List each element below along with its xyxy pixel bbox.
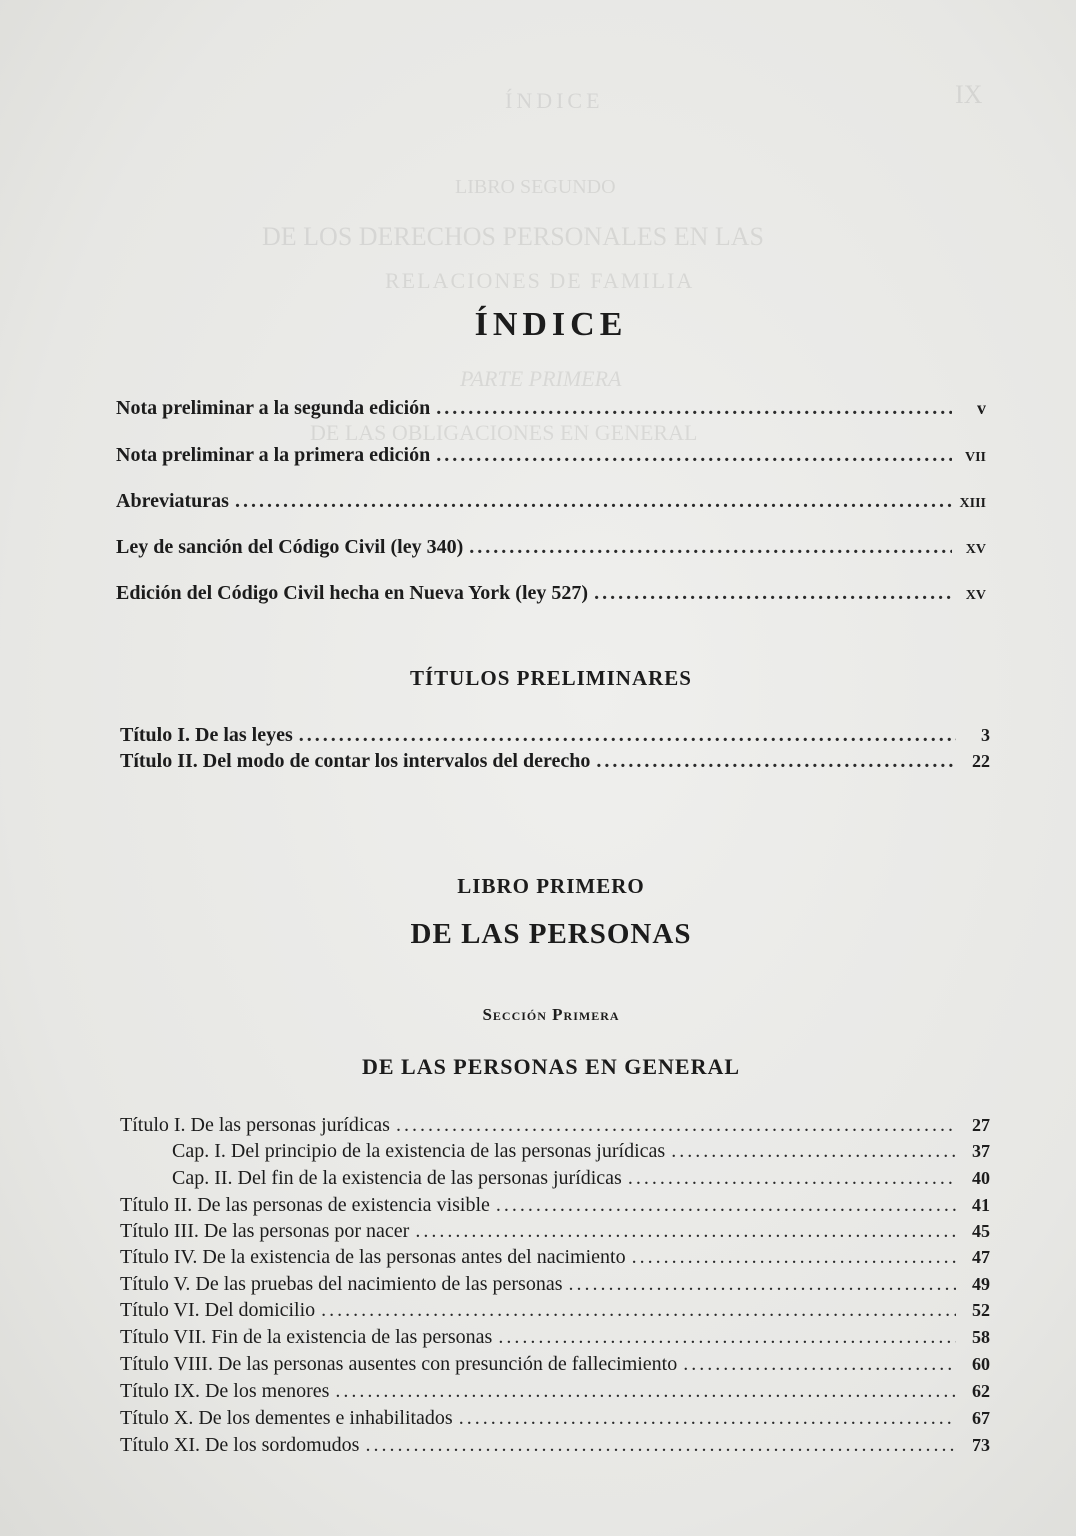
toc-entry[interactable]	[172, 1140, 990, 1163]
entry-label: Título V. De las pruebas del nacimiento de las personas	[120, 1273, 563, 1295]
entry-page: 67	[972, 1408, 990, 1428]
leader-dots	[436, 444, 952, 467]
entry-page: 49	[972, 1274, 990, 1294]
entry-label: Nota preliminar a la segunda edición	[116, 397, 431, 419]
leader-dots	[469, 536, 952, 559]
entry-page: 37	[972, 1141, 990, 1161]
entry-label: Cap. II. Del fin de la existencia de las personas jurídicas	[172, 1167, 622, 1189]
leader-dots	[628, 1167, 956, 1190]
entry-label: Ley de sanción del Código Civil (ley 340)	[116, 536, 464, 558]
toc-entry[interactable]	[120, 1114, 990, 1137]
entry-page: 60	[972, 1354, 990, 1374]
entry-label: Título I. De las personas jurídicas	[120, 1114, 390, 1136]
entry-label: Abreviaturas	[116, 490, 229, 512]
entry-page: 22	[972, 751, 990, 771]
entry-label: Título XI. De los sordomudos	[120, 1434, 360, 1456]
toc-entry[interactable]	[120, 750, 990, 773]
entry-page: 41	[972, 1195, 990, 1215]
entry-page: 62	[972, 1381, 990, 1401]
leader-dots	[459, 1407, 956, 1430]
entry-page: 58	[972, 1327, 990, 1347]
leader-dots	[436, 397, 952, 420]
toc-entry[interactable]	[120, 1353, 990, 1376]
toc-entry[interactable]	[120, 1434, 990, 1457]
seccion-heading: Sección Primera	[482, 1005, 620, 1024]
leader-dots	[496, 1194, 956, 1217]
leader-dots	[299, 724, 956, 747]
libro-subheading: DE LAS PERSONAS	[410, 918, 692, 950]
libro-heading: LIBRO PRIMERO	[457, 874, 645, 898]
toc-entry[interactable]	[120, 1220, 990, 1243]
entry-page: 3	[981, 725, 990, 745]
entry-label: Título X. De los dementes e inhabilitados	[120, 1407, 453, 1429]
titulos-preliminares-heading: TÍTULOS PRELIMINARES	[410, 666, 692, 690]
entry-label: Título III. De las personas por nacer	[120, 1220, 410, 1242]
toc-entry[interactable]	[116, 490, 986, 513]
leader-dots	[396, 1114, 956, 1137]
toc-entry[interactable]	[120, 1380, 990, 1403]
entry-label: Título IX. De los menores	[120, 1380, 330, 1402]
leader-dots	[415, 1220, 956, 1243]
leader-dots	[569, 1273, 957, 1296]
entry-label: Nota preliminar a la primera edición	[116, 444, 431, 466]
entry-label: Título II. Del modo de contar los intervalos del derecho	[120, 750, 591, 772]
toc-entry[interactable]	[120, 1273, 990, 1296]
leader-dots	[235, 490, 952, 513]
toc-entry[interactable]	[172, 1167, 990, 1190]
leader-dots	[683, 1353, 956, 1376]
toc-entry[interactable]	[120, 1194, 990, 1217]
entry-page: XV	[965, 588, 986, 603]
page-title: ÍNDICE	[474, 306, 628, 343]
entry-page: 40	[972, 1168, 990, 1188]
entry-label: Título VII. Fin de la existencia de las personas	[120, 1326, 493, 1348]
entry-label: Cap. I. Del principio de la existencia de las personas jurídicas	[172, 1140, 666, 1162]
entry-page: 73	[972, 1435, 990, 1455]
entry-label: Edición del Código Civil hecha en Nueva York (ley 527)	[116, 582, 589, 604]
entry-label: Título VI. Del domicilio	[120, 1299, 316, 1321]
entry-page: 27	[972, 1115, 990, 1135]
entry-label: Título IV. De la existencia de las personas antes del nacimiento	[120, 1246, 626, 1268]
leader-dots	[594, 582, 952, 605]
toc-entry[interactable]	[116, 444, 986, 467]
entry-label: Título VIII. De las personas ausentes con presunción de fallecimiento	[120, 1353, 678, 1375]
toc-entry[interactable]	[120, 1246, 990, 1269]
leader-dots	[321, 1299, 956, 1322]
leader-dots	[671, 1140, 956, 1163]
toc-entry[interactable]	[116, 582, 986, 605]
entry-page: XV	[965, 542, 986, 557]
toc-entry[interactable]	[120, 724, 990, 747]
entry-page: VII	[964, 450, 986, 465]
toc-entry[interactable]	[116, 536, 986, 559]
leader-dots	[498, 1326, 956, 1349]
toc-entry[interactable]	[120, 1299, 990, 1322]
toc-entry[interactable]	[120, 1407, 990, 1430]
toc-entry[interactable]	[120, 1326, 990, 1349]
entry-label: Título II. De las personas de existencia visible	[120, 1194, 490, 1216]
leader-dots	[596, 750, 956, 773]
leader-dots	[632, 1246, 956, 1269]
leader-dots	[365, 1434, 956, 1457]
entry-page: 52	[972, 1300, 990, 1320]
entry-page: 45	[972, 1221, 990, 1241]
leader-dots	[335, 1380, 956, 1403]
seccion-title: DE LAS PERSONAS EN GENERAL	[361, 1054, 741, 1079]
entry-page: XIII	[959, 496, 986, 511]
toc-entry[interactable]	[116, 397, 986, 420]
entry-page: v	[977, 398, 986, 418]
entry-page: 47	[972, 1247, 990, 1267]
entry-label: Título I. De las leyes	[120, 724, 293, 746]
